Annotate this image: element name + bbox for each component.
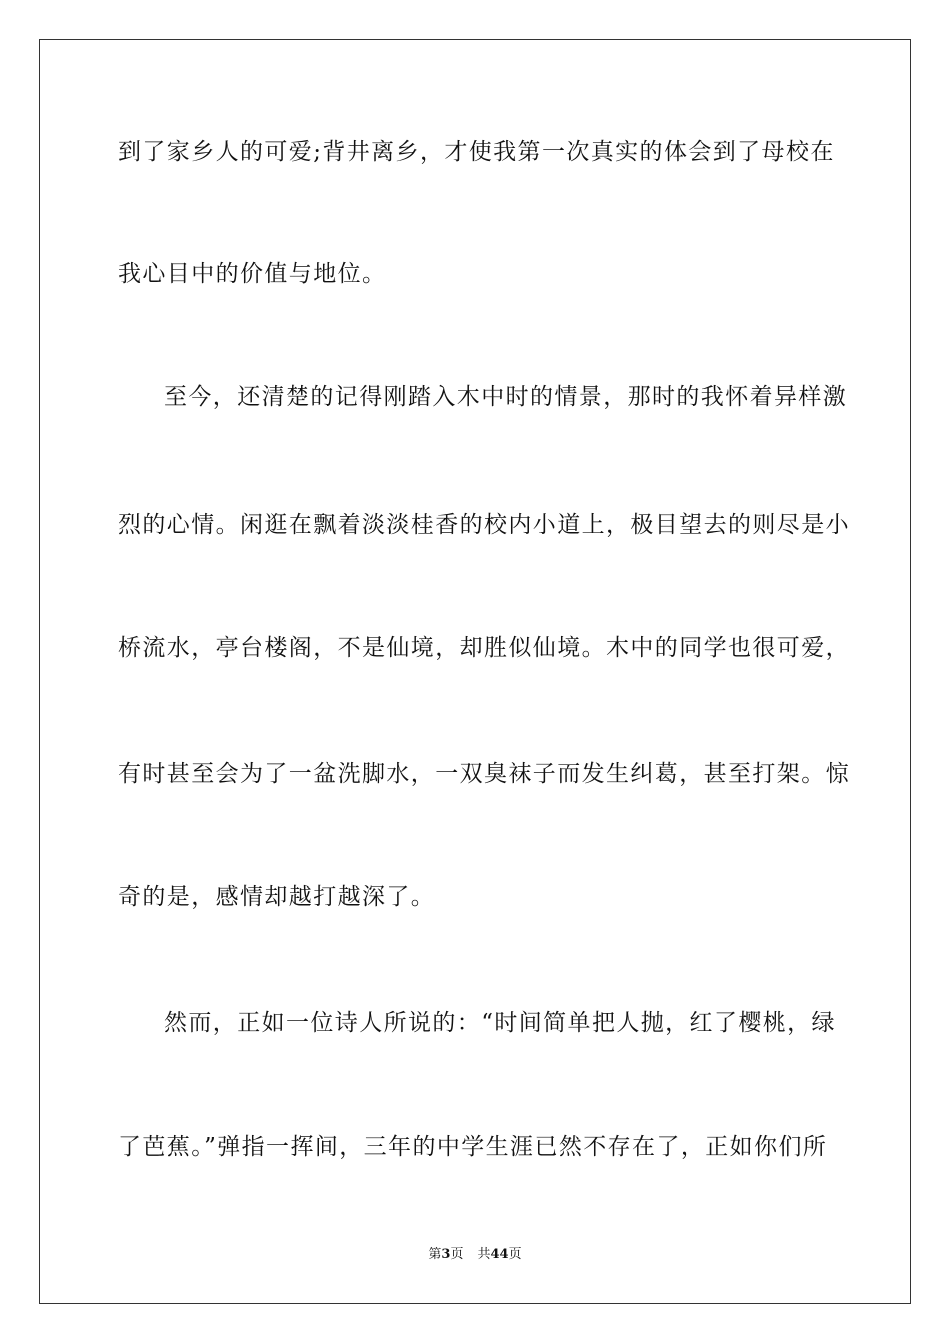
body-text-line: 了芭蕉。”弹指一挥间，三年的中学生涯已然不存在了，正如你们所 — [118, 1134, 828, 1160]
body-text-line: 有时甚至会为了一盆洗脚水，一双臭袜子而发生纠葛，甚至打架。惊 — [118, 761, 850, 787]
body-text-line: 到了家乡人的可爱;背井离乡，才使我第一次真实的体会到了母校在 — [118, 139, 835, 165]
total-prefix: 共 — [477, 1247, 491, 1262]
body-text-line: 然而，正如一位诗人所说的：“时间简单把人抛，红了樱桃，绿 — [164, 1010, 836, 1036]
body-text-line: 桥流水，亭台楼阁，不是仙境，却胜似仙境。木中的同学也很可爱， — [118, 635, 850, 661]
body-text-line: 奇的是，感情却越打越深了。 — [118, 884, 436, 910]
body-text-line: 烈的心情。闲逛在飘着淡淡桂香的校内小道上，极目望去的则尽是小 — [118, 512, 850, 538]
total-suffix: 页 — [508, 1247, 522, 1262]
body-text-line: 至今，还清楚的记得刚踏入木中时的情景，那时的我怀着异样激 — [164, 384, 848, 410]
page-prefix: 第 — [428, 1247, 442, 1262]
page-number: 3 — [441, 1247, 451, 1262]
page-border — [39, 39, 911, 1304]
total-pages: 44 — [490, 1247, 509, 1262]
page-footer — [0, 1246, 950, 1264]
body-text-line: 我心目中的价值与地位。 — [118, 261, 387, 287]
page-suffix: 页 — [450, 1247, 464, 1262]
